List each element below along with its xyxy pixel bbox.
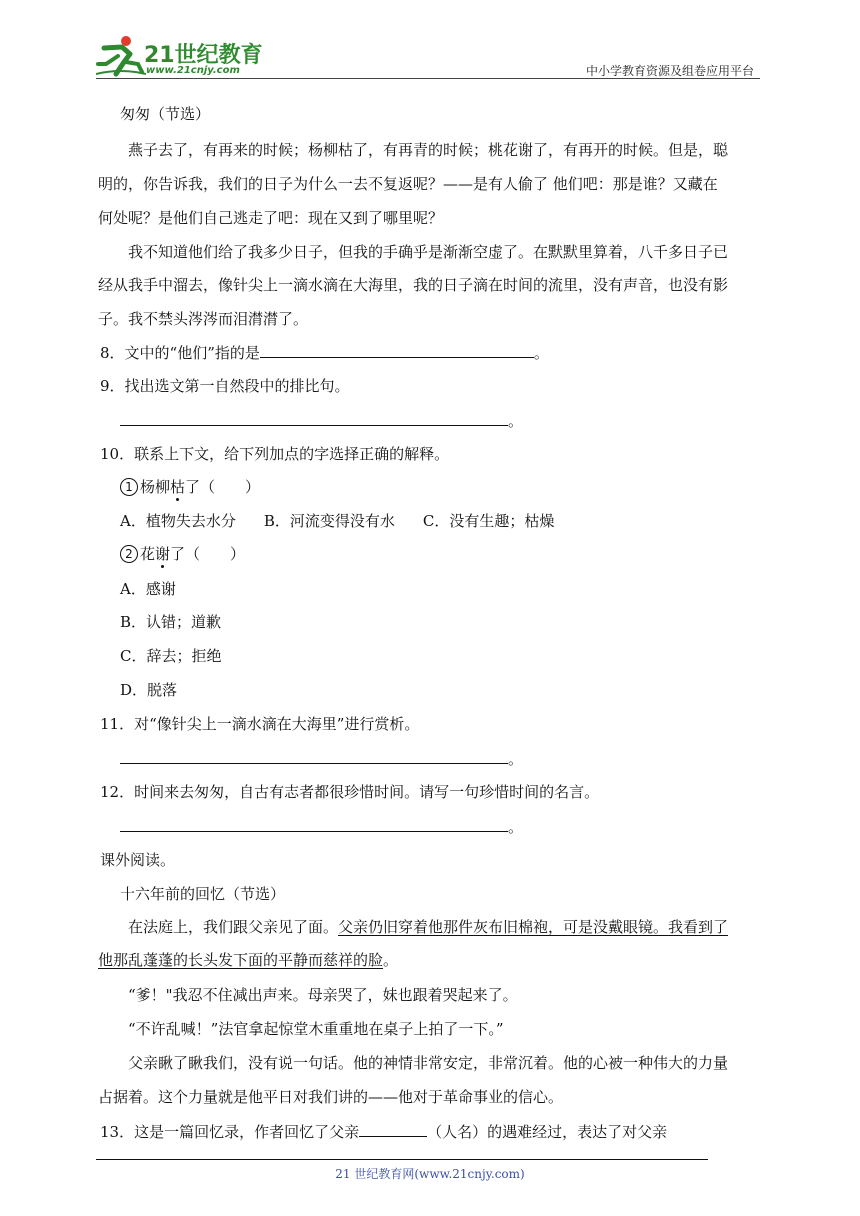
option-d[interactable]: D．脱落 xyxy=(120,681,178,699)
question-11: 11．对“像针尖上一滴水滴在大海里”进行赏析。 xyxy=(100,715,420,733)
paragraph-line: “不许乱喊！”法官拿起惊堂木重重地在桌子上拍了一下。” xyxy=(128,1020,504,1038)
circled-number: 1 xyxy=(120,478,138,496)
answer-blank[interactable] xyxy=(260,341,534,358)
underlined-text: 父亲仍旧穿着他那件灰布旧棉袍，可是没戴眼镜。我看到了 xyxy=(338,918,729,936)
paragraph-line: 何处呢？是他们自己逃走了吧：现在又到了哪里呢？ xyxy=(98,209,444,227)
question-10: 10．联系上下文，给下列加点的字选择正确的解释。 xyxy=(100,445,450,463)
answer-line xyxy=(120,747,523,770)
paragraph-text: 。 xyxy=(383,951,399,969)
question-end: 。 xyxy=(508,750,524,768)
sub-question-text: 了（ ） xyxy=(170,545,246,563)
answer-line xyxy=(120,409,523,432)
option-a[interactable]: A．感谢 xyxy=(120,580,176,598)
page-header xyxy=(96,30,758,82)
question-8 xyxy=(100,341,549,364)
sub-question-text: 花 xyxy=(140,545,156,563)
section-heading: 课外阅读。 xyxy=(100,851,176,869)
paragraph-line: 经从我手中溜去，像针尖上一滴水滴在大海里，我的日子滴在时间的流里，没有声音，也没有影 xyxy=(98,276,729,294)
paragraph-line: “爹！"我忍不住减出声来。母亲哭了，妹也跟着哭起来了。 xyxy=(128,986,518,1004)
paragraph-line xyxy=(128,916,728,938)
runner-icon xyxy=(96,34,146,78)
answer-blank[interactable] xyxy=(359,1120,427,1137)
brand-logo xyxy=(96,34,266,78)
option-c[interactable]: C．没有生趣；枯燥 xyxy=(422,512,555,530)
question-text: 13．这是一篇回忆录，作者回忆了父亲 xyxy=(100,1123,360,1141)
question-end: 。 xyxy=(508,412,524,430)
paragraph-line: 我不知道他们给了我多少日子，但我的手确乎是渐渐空虚了。在默默里算着，八千多日子已 xyxy=(128,243,729,261)
paragraph-line: 明的，你告诉我，我们的日子为什么一去不复返呢？——是有人偷了 他们吧：那是谁？又藏在 xyxy=(98,175,718,193)
footer-divider xyxy=(96,1159,708,1160)
circled-number: 2 xyxy=(120,545,138,563)
sub-question-text: 了（ ） xyxy=(185,478,261,496)
logo-text: 21世纪教育 xyxy=(144,43,263,68)
platform-name: 中小学教育资源及组卷应用平台 xyxy=(585,64,754,78)
option-b[interactable]: B．认错；道歉 xyxy=(120,613,222,631)
question-13 xyxy=(100,1120,667,1143)
paragraph-line xyxy=(98,949,398,971)
option-a[interactable]: A．植物失去水分 xyxy=(120,512,236,530)
sub-question-2 xyxy=(120,543,245,565)
question-9: 9．找出选文第一自然段中的排比句。 xyxy=(100,377,350,395)
paragraph-line: 占据着。这个力量就是他平日对我们讲的——他对于革命事业的信心。 xyxy=(98,1088,564,1106)
paragraph-line: 燕子去了，有再来的时候；杨柳枯了，有再青的时候；桃花谢了，有再开的时候。但是，聪 xyxy=(128,141,729,159)
paragraph-line: 子。我不禁头涔涔而泪潸潸了。 xyxy=(98,310,309,328)
sub-question-text: 杨柳 xyxy=(140,478,171,496)
dotted-char: 谢 xyxy=(155,545,171,563)
question-12: 12．时间来去匆匆，自古有志者都很珍惜时间。请写一句珍惜时间的名言。 xyxy=(100,783,600,801)
answer-blank[interactable] xyxy=(120,747,508,764)
passage-title: 十六年前的回忆（节选） xyxy=(120,885,286,903)
option-row xyxy=(120,510,554,532)
dotted-char: 枯 xyxy=(170,478,186,496)
paragraph-line: 父亲瞅了瞅我们，没有说一句话。他的神情非常安定，非常沉着。他的心被一种伟大的力量 xyxy=(128,1054,729,1072)
header-divider xyxy=(96,78,760,79)
option-b[interactable]: B．河流变得没有水 xyxy=(263,512,395,530)
answer-line xyxy=(120,815,523,838)
question-text: 8．文中的“他们”指的是 xyxy=(100,344,260,362)
question-end: 。 xyxy=(533,344,549,362)
page-footer: 21 世纪教育网(www.21cnjy.com) xyxy=(335,1167,525,1181)
logo-url: www.21cnjy.com xyxy=(146,65,240,76)
sub-question-1 xyxy=(120,476,260,498)
underlined-text: 他那乱蓬蓬的长头发下面的平静而慈祥的脸 xyxy=(98,951,384,969)
question-text: （人名）的遇难经过，表达了对父亲 xyxy=(427,1123,668,1141)
paragraph-text: 在法庭上，我们跟父亲见了面。 xyxy=(128,918,339,936)
option-c[interactable]: C．辞去；拒绝 xyxy=(120,647,222,665)
question-end: 。 xyxy=(508,818,524,836)
passage-title: 匆匆（节选） xyxy=(120,105,211,123)
answer-blank[interactable] xyxy=(120,815,508,832)
answer-blank[interactable] xyxy=(120,409,508,426)
